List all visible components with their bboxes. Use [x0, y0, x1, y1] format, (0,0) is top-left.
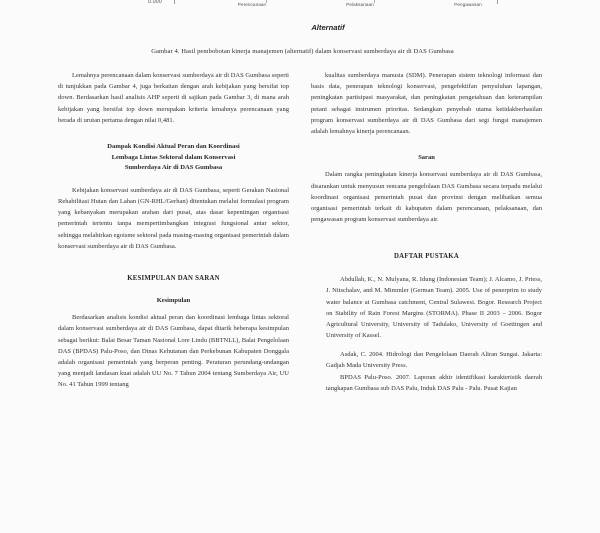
- bar-label-pengawasan: Pengawasan: [454, 2, 482, 7]
- spacer: [58, 285, 289, 296]
- heading-line-3: Sumberdaya Air di DAS Gumbasa: [124, 164, 223, 172]
- paragraph-kesimpulan-body: Berdasarkan analisis kondisi aktual peran dan koordinasi lembaga lintas sektoral dalam konservasi sumberdaya air di DAS Gumbasa, dapat ditarik beberapa kesimpulan sebagai berikut: Balai Besar Taman Nasional Lore Lindu (BBTNLL), Balai Pengelolaan DAS (BPDAS) Palu-Poso, dan Dinas Kehutanan dan Perkebunan Kabupaten Donggala adalah organisasi pemerintah yang berperan penting. Peraturan perundang-undangan yang menjadi landasan kuat adalah UU No. 7 Tahun 2004 tentang Sumberdaya Air, UU No. 41 Tahun 1999 tentang: [58, 314, 289, 389]
- spacer: [311, 341, 542, 349]
- bar-label-pelaksanaan: Pelaksanaan: [346, 2, 374, 7]
- right-column: [311, 70, 542, 533]
- paragraph-saran-body: Dalam rangka peningkatan kinerja konservasi sumberdaya air di DAS Gumbasa, disarankan untuk menyusun rencana pengelolaan DAS Gumbasa secara terpadu melalui koordinasi organisasi pemerintah pusat dan provinsi dengan melibatkan semua organisasi pemerintah terkait di kabupaten dalam perencanaan, pelaksanaan, dan pengawasan program konservasi sumberdaya air.: [311, 171, 542, 224]
- left-column: [58, 70, 289, 533]
- spacer: [58, 126, 289, 142]
- heading-line-1: Dampak Kondisi Aktual Peran dan Koordinasi: [107, 142, 240, 150]
- subheading-kesimpulan: Kesimpulan: [156, 296, 191, 304]
- spacer: [58, 252, 289, 268]
- section-heading-daftar-pustaka: DAFTAR PUSTAKA: [394, 253, 459, 261]
- heading-line-2: Lembaga Lintas Sektoral dalam Konservasi: [111, 153, 236, 161]
- x-axis-title: Alternatif: [311, 23, 345, 32]
- bar-label-perencanaan: Perencanaan: [237, 2, 267, 7]
- spacer: [311, 241, 542, 252]
- chart-plot-area: [148, 0, 508, 42]
- chart-axes: [174, 0, 498, 10]
- paragraph-lemahnya-perencanaan: Lemahnya perencanaan dalam konservasi sumberdaya air di DAS Gumbasa seperti di tunjukkan pada Gambar 4, juga berkaitan dengan arah kebijakan yang bersifat top down. Berdasarkan hasil analisis AHP seperti di sajikan pada Gambar 3, di mana arah kebijakan yang bersifat top down merupakan kriteria lemahnya perencanaan yang berada di urutan pertama dengan nilai 0,481.: [58, 72, 289, 124]
- spacer: [58, 174, 289, 185]
- spacer: [311, 263, 542, 274]
- figure-bar-chart: [0, 0, 600, 42]
- reference-entry: Asdak, C. 2004. Hidrologi dan Pengelolaan Daerah Aliran Sungai. Jakarta: Gadjah Mada University Press.: [326, 351, 542, 370]
- subheading-saran: Saran: [418, 154, 435, 162]
- two-column-body: [0, 70, 600, 533]
- paragraph-kualitas-sdm: kualitas sumberdaya manusia (SDM). Penerapan sistem teknologi informasi dan basis data, penerapan teknologi konservasi, pengefektifan penyuluhan lapangan, peningkatan partisipasi masyarakat, dan peningkatan pengetahuan dan keterampilan petani sebagai instrumen prioritas. Sedangkan penyebab utama ketidakberhasilan program konservasi sumberdaya air di DAS Gumbasa dari segi fungsi manajemen adalah lemahnya kinerja perencanaan.: [311, 72, 542, 135]
- reference-entry: Abdullah, K., N. Mulyana, R. Idung (Indonesian Team); J. Alcamo, J. Priess, J. Nitschalav, and M. Mimmler (German Team). 2005. Use of penerprim to study water balance at Gumbasa catchment, Central Sulawesi. Bogor. Research Project on Stability of Rain Forest Margins (STORMA). Phase II 2003 – 2006. Bogor Agricultural University, University of Tadulako, University of Goettingen and University of Kassel.: [326, 276, 542, 340]
- y-axis-tick-label: 0.000: [148, 0, 162, 5]
- figure-caption: Gambar 4. Hasil pembobotan kinerja manajemen (alternatif) dalam konservasi sumberdaya air di DAS Gumbasa: [151, 48, 454, 55]
- section-heading-dampak: [58, 142, 289, 174]
- section-heading-kesimpulan-dan-saran: KESIMPULAN DAN SARAN: [127, 274, 220, 282]
- spacer: [311, 137, 542, 153]
- spacer: [311, 225, 542, 241]
- x-axis-end-cap: [497, 0, 498, 4]
- x-axis-start-cap: [174, 0, 175, 4]
- paragraph-kebijakan-konservasi: Kebijakan konservasi sumberdaya air di DAS Gumbasa, seperti Gerakan Nasional Rehabilitasi Hutan dan Lahan (GN-RHL/Gerhan) ditentukan melalui formulasi program yang kebanyakan merupakan arahan dari pusat, atas dasar kepentingan organisasi pemerintah tertentu tanpa mempertimbangkan integrasi fungsional antar sektor, sehingga melahirkan egoisme sektoral pada masing-masing organisasi pemerintah dalam konservasi sumberdaya air di DAS Gumbasa.: [58, 186, 289, 250]
- reference-entry: BPDAS Palu-Poso. 2007. Laporan akhir identifikasi karakteristik daerah tangkapan Gumbasa sub DAS Palu, Induk DAS Palu - Palu. Pusat Kajian: [326, 373, 542, 392]
